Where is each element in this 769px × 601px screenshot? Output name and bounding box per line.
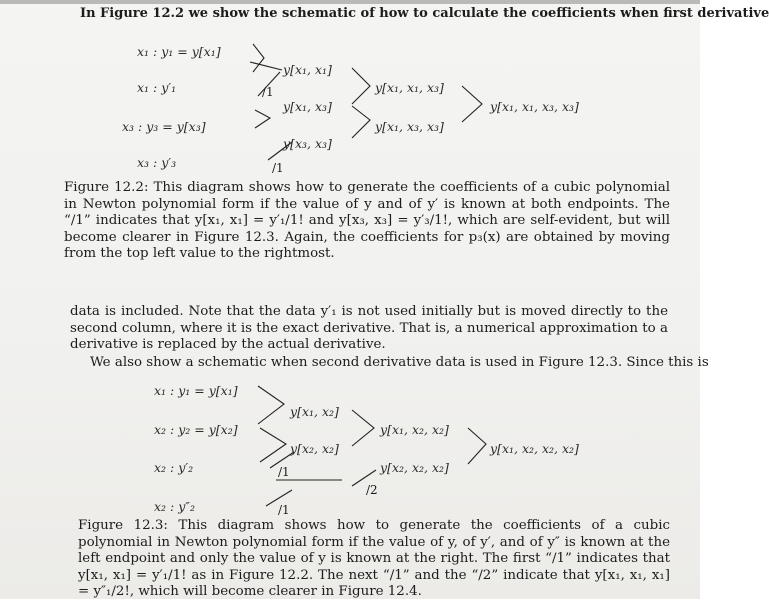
fig2-mark-1: /1 [278,465,290,479]
figure-12-3-caption: Figure 12.3: This diagram shows how to generate the coefficients of a cubic polynomial in Newton polynomial form if the value of y, of y′, and of y″ is known at the left endpoint and only the value of y is known at the right. The first “/1” indicates that y[x₁, x₁] = y′₁/1! as in Figure 12.2. The next “/1” and the “/2” indicate that y[x₁, x₁, x₁] = y″₁/2!, which will become clearer in Figure 12.4. [78,518,670,599]
fig2-left-row2: x₂ : y₂ = y[x₂] [154,422,238,437]
fig1-left-row3: x₃ : y₃ = y[x₃] [122,119,206,134]
fig1-left-row1: x₁ : y₁ = y[x₁] [137,44,221,59]
body-paragraph-1: data is included. Note that the data y′₁ is not used initially but is moved directly to the second column, where it is the exact derivative. That is, a numerical approximation to a derivative is replaced by the actual derivative. [70,304,668,352]
fig1-col2-row1: y[x₁, x₁] [283,62,332,77]
fig1-col4-row1: y[x₁, x₁, x₃, x₃] [490,99,579,114]
fig2-col3-row1: y[x₁, x₂, x₂] [380,422,449,437]
fig2-left-row1: x₁ : y₁ = y[x₁] [154,383,238,398]
fig2-mark-3: /1 [278,503,290,517]
fig2-col3-row2: y[x₂, x₂, x₂] [380,460,449,475]
fig2-mark-2: /2 [366,483,378,497]
fig1-left-row2: x₁ : y′₁ [137,80,177,95]
fig2-col2-row1: y[x₁, x₂] [290,404,339,419]
fig1-col3-row1: y[x₁, x₁, x₃] [375,80,444,95]
figure-12-2-caption: Figure 12.2: This diagram shows how to generate the coefficients of a cubic polynomial in Newton polynomial form if the value of y and of y′ is known at both endpoints. The “/1” indicates that y[x₁, x₁] = y′₁/1! and y[x₃, x₃] = y′₃/1!, which are self-evident, but will become clearer in Figure 12.3. Again, the coefficients for p₃(x) are obtained by moving from the top left value to the rightmost. [64,180,670,261]
intro-text: In Figure 12.2 we show the schematic of how to calculate the coefficients when first derivative [80,6,769,21]
fig1-col2-row3: y[x₃, x₃] [283,136,332,151]
fig2-col2-row2: y[x₂, x₂] [290,441,339,456]
fig1-col2-row2: y[x₁, x₃] [283,99,332,114]
fig2-left-row3: x₂ : y′₂ [154,460,194,475]
fig1-col3-row2: y[x₁, x₃, x₃] [375,119,444,134]
fig1-left-row4: x₃ : y′₃ [137,155,177,170]
fig2-left-row4: x₂ : y″₂ [154,499,195,514]
fig1-mark-2: /1 [272,161,284,175]
fig1-mark-1: /1 [262,85,274,99]
fig2-col4-row1: y[x₁, x₂, x₂, x₂] [490,441,579,456]
body-paragraph-2: We also show a schematic when second derivative data is used in Figure 12.3. Since this is [90,355,709,370]
